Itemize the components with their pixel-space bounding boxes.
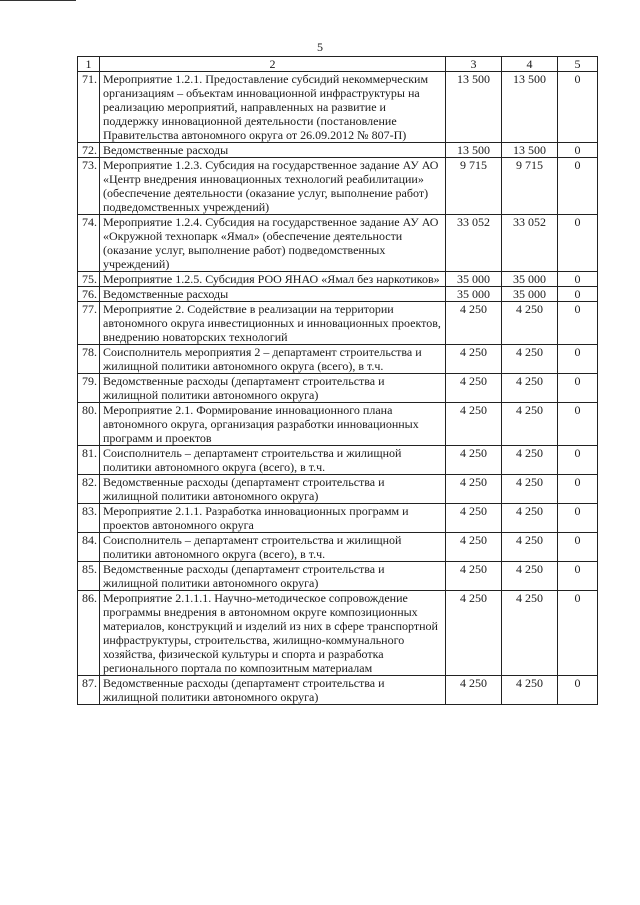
row-value-col-5: 0 <box>558 446 598 475</box>
row-value-col-3: 4 250 <box>446 504 502 533</box>
row-value-col-4: 35 000 <box>502 272 558 287</box>
table-row <box>78 676 598 705</box>
row-description: Ведомственные расходы <box>100 287 446 302</box>
table-row <box>78 475 598 504</box>
budget-table <box>77 56 598 705</box>
table-row <box>78 504 598 533</box>
table-row <box>78 143 598 158</box>
row-description: Соисполнитель мероприятия 2 – департамент строительства и жилищной политики автономного округа (всего), в т.ч. <box>100 345 446 374</box>
header-col-4: 4 <box>502 57 558 72</box>
row-number: 77. <box>78 302 100 345</box>
table-row <box>78 345 598 374</box>
table-row <box>78 374 598 403</box>
row-value-col-4: 4 250 <box>502 676 558 705</box>
row-value-col-5: 0 <box>558 302 598 345</box>
row-value-col-3: 4 250 <box>446 302 502 345</box>
row-number: 78. <box>78 345 100 374</box>
row-number: 82. <box>78 475 100 504</box>
row-value-col-4: 13 500 <box>502 72 558 143</box>
row-description: Мероприятие 1.2.3. Субсидия на государственное задание АУ АО «Центр внедрения инновационных технологий реабилитации» (обеспечение деятельности (оказание услуг, выполнение работ) подведомственных учреждений) <box>100 158 446 215</box>
row-value-col-5: 0 <box>558 374 598 403</box>
header-col-2: 2 <box>100 57 446 72</box>
table-row <box>78 72 598 143</box>
row-value-col-4: 35 000 <box>502 287 558 302</box>
row-value-col-5: 0 <box>558 504 598 533</box>
row-value-col-4: 4 250 <box>502 591 558 676</box>
row-description: Мероприятие 2.1.1. Разработка инновационных программ и проектов автономного округа <box>100 504 446 533</box>
row-value-col-4: 4 250 <box>502 374 558 403</box>
row-number: 80. <box>78 403 100 446</box>
row-description: Ведомственные расходы (департамент строительства и жилищной политики автономного округа) <box>100 676 446 705</box>
row-value-col-4: 4 250 <box>502 562 558 591</box>
row-value-col-3: 13 500 <box>446 72 502 143</box>
row-value-col-3: 13 500 <box>446 143 502 158</box>
row-description: Соисполнитель – департамент строительства и жилищной политики автономного округа (всего), в т.ч. <box>100 533 446 562</box>
row-value-col-5: 0 <box>558 143 598 158</box>
table-row <box>78 562 598 591</box>
table-row <box>78 158 598 215</box>
row-number: 83. <box>78 504 100 533</box>
table-row <box>78 403 598 446</box>
row-value-col-5: 0 <box>558 676 598 705</box>
row-description: Мероприятие 2. Содействие в реализации на территории автономного округа инвестиционных и инновационных проектов, внедрению новаторских технологий <box>100 302 446 345</box>
row-value-col-3: 4 250 <box>446 676 502 705</box>
row-number: 71. <box>78 72 100 143</box>
row-number: 75. <box>78 272 100 287</box>
table-row <box>78 272 598 287</box>
row-number: 81. <box>78 446 100 475</box>
row-description: Ведомственные расходы (департамент строительства и жилищной политики автономного округа) <box>100 374 446 403</box>
row-number: 86. <box>78 591 100 676</box>
row-value-col-3: 4 250 <box>446 591 502 676</box>
row-value-col-4: 4 250 <box>502 533 558 562</box>
row-number: 73. <box>78 158 100 215</box>
row-value-col-3: 4 250 <box>446 562 502 591</box>
row-value-col-5: 0 <box>558 272 598 287</box>
row-description: Мероприятие 2.1.1.1. Научно-методическое сопровождение программы внедрения в автономном округе композиционных материалов, конструкций и изделий из них в сфере транспортной инфраструктуры, строительства, жилищно-коммунального хозяйства, физической культуры и спорта и разработка регионального портала по композитным материалам <box>100 591 446 676</box>
page-number: 5 <box>317 40 323 54</box>
row-number: 76. <box>78 287 100 302</box>
header-col-3: 3 <box>446 57 502 72</box>
row-value-col-5: 0 <box>558 403 598 446</box>
row-value-col-5: 0 <box>558 533 598 562</box>
row-description: Ведомственные расходы <box>100 143 446 158</box>
row-value-col-4: 4 250 <box>502 475 558 504</box>
table-row <box>78 302 598 345</box>
table-row <box>78 533 598 562</box>
row-value-col-5: 0 <box>558 562 598 591</box>
header-col-5: 5 <box>558 57 598 72</box>
row-value-col-3: 4 250 <box>446 533 502 562</box>
row-description: Соисполнитель – департамент строительства и жилищной политики автономного округа (всего), в т.ч. <box>100 446 446 475</box>
row-value-col-3: 35 000 <box>446 287 502 302</box>
row-value-col-4: 4 250 <box>502 345 558 374</box>
row-description: Мероприятие 1.2.5. Субсидия РОО ЯНАО «Ямал без наркотиков» <box>100 272 446 287</box>
row-number: 85. <box>78 562 100 591</box>
row-value-col-4: 13 500 <box>502 143 558 158</box>
row-number: 72. <box>78 143 100 158</box>
row-value-col-3: 4 250 <box>446 446 502 475</box>
table-header-row <box>78 57 598 72</box>
row-value-col-5: 0 <box>558 345 598 374</box>
row-value-col-3: 4 250 <box>446 345 502 374</box>
row-value-col-3: 4 250 <box>446 374 502 403</box>
row-description: Мероприятие 1.2.1. Предоставление субсидий некоммерческим организациям – объектам инновационной инфраструктуры на реализацию мероприятий, направленных на развитие и поддержку инновационной деятельности (постановление Правительства автономного округа от 26.09.2012 № 807-П) <box>100 72 446 143</box>
table-row <box>78 591 598 676</box>
row-value-col-4: 4 250 <box>502 446 558 475</box>
row-value-col-5: 0 <box>558 72 598 143</box>
header-col-1: 1 <box>78 57 100 72</box>
row-description: Мероприятие 1.2.4. Субсидия на государственное задание АУ АО «Окружной технопарк «Ямал» (обеспечение деятельности (оказание услуг, выполнение работ) подведомственных учреждений) <box>100 215 446 272</box>
row-description: Ведомственные расходы (департамент строительства и жилищной политики автономного округа) <box>100 475 446 504</box>
row-value-col-4: 4 250 <box>502 504 558 533</box>
row-value-col-5: 0 <box>558 158 598 215</box>
row-value-col-5: 0 <box>558 215 598 272</box>
row-value-col-4: 9 715 <box>502 158 558 215</box>
table-body <box>78 72 598 705</box>
row-description: Ведомственные расходы (департамент строительства и жилищной политики автономного округа) <box>100 562 446 591</box>
table-row <box>78 287 598 302</box>
row-value-col-3: 35 000 <box>446 272 502 287</box>
row-value-col-5: 0 <box>558 287 598 302</box>
row-description: Мероприятие 2.1. Формирование инновационного плана автономного округа, организация разработки инновационных программ и проектов <box>100 403 446 446</box>
row-number: 84. <box>78 533 100 562</box>
row-value-col-4: 4 250 <box>502 302 558 345</box>
row-value-col-4: 4 250 <box>502 403 558 446</box>
row-number: 74. <box>78 215 100 272</box>
row-value-col-3: 4 250 <box>446 403 502 446</box>
row-value-col-3: 9 715 <box>446 158 502 215</box>
row-value-col-4: 33 052 <box>502 215 558 272</box>
row-value-col-3: 33 052 <box>446 215 502 272</box>
row-value-col-5: 0 <box>558 475 598 504</box>
row-number: 79. <box>78 374 100 403</box>
table-row <box>78 446 598 475</box>
row-number: 87. <box>78 676 100 705</box>
row-value-col-3: 4 250 <box>446 475 502 504</box>
row-value-col-5: 0 <box>558 591 598 676</box>
corner-rule <box>0 0 76 1</box>
table-row <box>78 215 598 272</box>
